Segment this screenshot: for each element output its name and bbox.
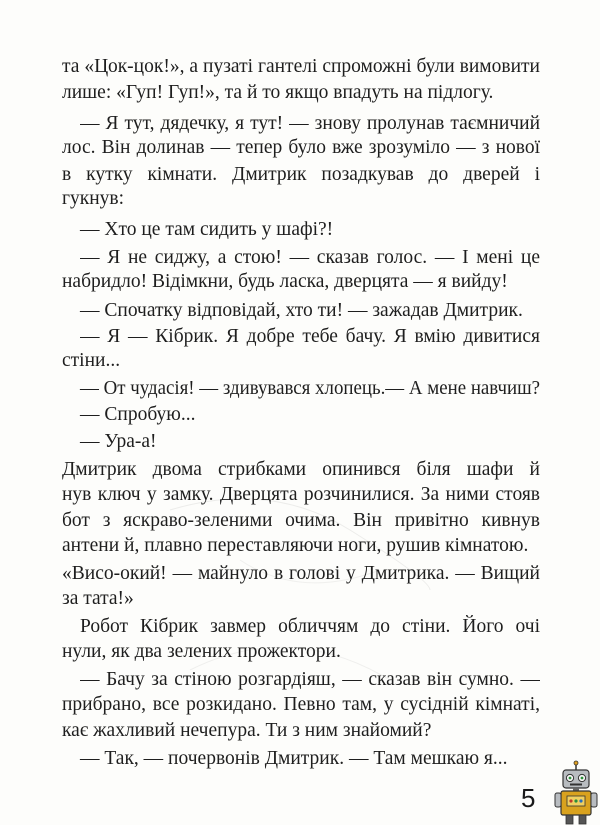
- text-line: Робот Кібрик завмер обличчям до стіни. Його очі: [80, 616, 540, 637]
- robot-icon: [554, 760, 598, 825]
- text-line: — Спробую...: [80, 404, 196, 425]
- text-line: в кутку кімнати. Дмитрик позадкував до дверей і: [62, 164, 540, 185]
- text-line: гукнув:: [62, 188, 125, 209]
- text-line: — Хто це там сидить у шафі?!: [80, 219, 334, 240]
- text-line: — Бачу за стіною розгардіяш, — сказав він сумно. —: [80, 669, 540, 690]
- text-line: — Я тут, дядечку, я тут! — знову пролунав таємничий: [80, 113, 540, 134]
- text-line: — Я — Кібрик. Я добре тебе бачу. Я вмію дивитися: [80, 326, 540, 347]
- text-line: антени й, плавно переставляючи ноги, рушив кімнатою.: [62, 535, 529, 556]
- text-line: набридло! Відімкни, будь ласка, дверцята — я вийду!: [62, 271, 508, 292]
- text-line: лише: «Гуп! Гуп!», та й то якщо впадуть на підлогу.: [62, 82, 494, 103]
- text-line: — Так, — почервонів Дмитрик. — Там мешкаю я...: [80, 748, 508, 769]
- text-line: — Спочатку відповідай, хто ти! — зажадав Дмитрик.: [80, 300, 523, 321]
- text-line: — От чудасія! — здивувався хлопець.— А мене навчиш?: [80, 378, 541, 399]
- text-line: Дмитрик двома стрибками опинився біля шафи й: [62, 459, 540, 480]
- text-line: кає жахливий нечепура. Ти з ним знайомий?: [62, 720, 432, 741]
- page-number: 5: [521, 783, 536, 813]
- text-line: прибрано, все розкидано. Певно там, у сусідній кімнаті,: [62, 694, 540, 715]
- text-line: бот з яскраво-зеленими очима. Він привітно кивнув: [62, 510, 540, 531]
- text-line: за тата!»: [62, 588, 134, 609]
- text-line: стіни...: [62, 350, 121, 371]
- text-line: нув ключ у замку. Дверцята розчинилися. За ними стояв: [62, 484, 540, 505]
- text-line: нули, як два зелених прожектори.: [62, 641, 341, 662]
- text-line: — Ура-а!: [80, 431, 157, 452]
- text-line: — Я не сиджу, а стою! — сказав голос. — І мені це: [80, 247, 540, 268]
- text-line: «Висо-окий! — майнуло в голові у Дмитрика. — Вищий: [62, 563, 540, 584]
- text-line: лос. Він долинав — тепер було вже зрозуміло — з нової: [62, 137, 540, 158]
- text-line: та «Цок-цок!», а пузаті гантелі спроможні були вимовити: [62, 56, 540, 77]
